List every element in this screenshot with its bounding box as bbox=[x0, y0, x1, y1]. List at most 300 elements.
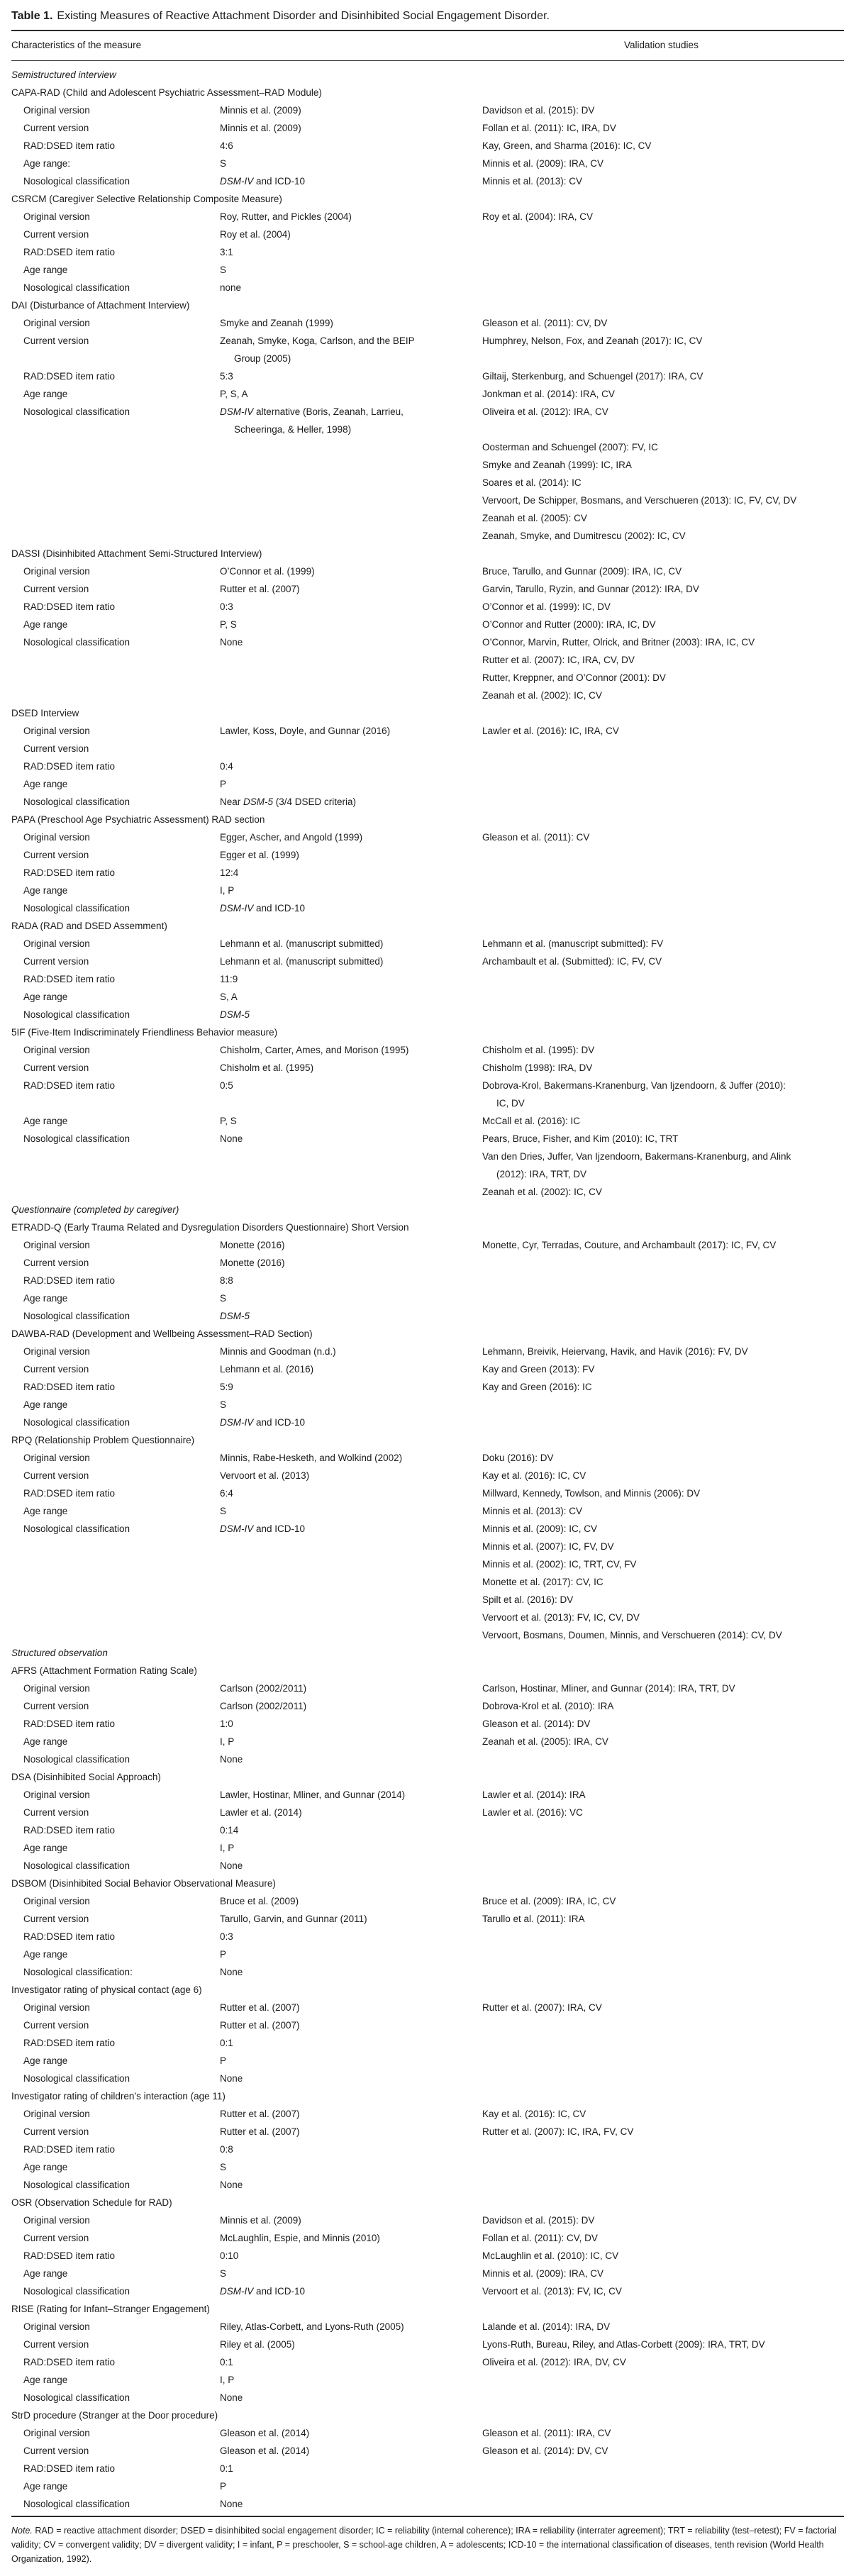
table-row bbox=[11, 1130, 844, 1148]
measure-name bbox=[11, 1875, 844, 1892]
row-validation: Doku (2016): DV bbox=[482, 1453, 554, 1463]
table-row bbox=[11, 598, 844, 616]
row-value: 3:1 bbox=[220, 247, 233, 257]
row-value: Tarullo, Garvin, and Gunnar (2011) bbox=[220, 1914, 367, 1924]
row-label: Original version bbox=[23, 1896, 90, 1906]
row-value: P bbox=[220, 2055, 227, 2066]
table-row bbox=[11, 1538, 844, 1555]
row-label: Current version bbox=[23, 1062, 89, 1073]
row-value: DSM-5 bbox=[220, 1009, 250, 1020]
row-value: 6:4 bbox=[220, 1488, 233, 1499]
table-row bbox=[11, 1183, 844, 1201]
table-row bbox=[11, 2442, 844, 2460]
row-value: Rutter et al. (2007) bbox=[220, 584, 300, 594]
row-validation: Lehmann, Breivik, Heiervang, Havik, and Havik (2016): FV, DV bbox=[482, 1346, 748, 1357]
table-row bbox=[11, 2282, 844, 2300]
row-value: DSM-IV and ICD-10 bbox=[220, 176, 306, 187]
table-row bbox=[11, 101, 844, 119]
row-value: 0:5 bbox=[220, 1080, 233, 1091]
row-label: Age range bbox=[23, 1399, 68, 1410]
row-value: DSM-IV alternative (Boris, Zeanah, Larrieu, bbox=[220, 406, 404, 417]
row-label: Age range bbox=[23, 1116, 68, 1126]
row-value: 4:6 bbox=[220, 140, 233, 151]
row-validation: Davidson et al. (2015): DV bbox=[482, 2215, 595, 2226]
table-row bbox=[11, 1343, 844, 1360]
row-label: Original version bbox=[23, 1789, 90, 1800]
row-label: Original version bbox=[23, 2321, 90, 2332]
row-label: Original version bbox=[23, 2215, 90, 2226]
row-label: Nosological classification bbox=[23, 2073, 130, 2084]
row-label: Age range bbox=[23, 265, 68, 275]
table-row bbox=[11, 616, 844, 633]
row-continuation bbox=[11, 1165, 844, 1183]
table-row bbox=[11, 935, 844, 953]
row-value: None bbox=[220, 2073, 243, 2084]
row-validation: Davidson et al. (2015): DV bbox=[482, 105, 595, 116]
table-row bbox=[11, 2229, 844, 2247]
measure-name bbox=[11, 190, 844, 208]
row-value: I, P bbox=[220, 885, 235, 896]
table-row bbox=[11, 1272, 844, 1289]
table-row bbox=[11, 882, 844, 899]
column-header-characteristics: Characteristics of the measure bbox=[11, 40, 142, 50]
row-value: Chisholm, Carter, Ames, and Morison (1995) bbox=[220, 1045, 409, 1055]
row-label: Current version bbox=[23, 1470, 89, 1481]
table-row bbox=[11, 509, 844, 527]
table-row bbox=[11, 2123, 844, 2141]
row-title: CAPA-RAD (Child and Adolescent Psychiatric Assessment–RAD Module) bbox=[11, 87, 322, 98]
row-validation: Vervoort et al. (2013): FV, IC, CV bbox=[482, 2286, 622, 2297]
table-row bbox=[11, 527, 844, 545]
measure-name bbox=[11, 917, 844, 935]
row-title: DASSI (Disinhibited Attachment Semi-Structured Interview) bbox=[11, 548, 262, 559]
table-row bbox=[11, 1555, 844, 1573]
table-row bbox=[11, 2158, 844, 2176]
row-label: Current version bbox=[23, 1807, 89, 1818]
row-value: Rutter et al. (2007) bbox=[220, 2020, 300, 2031]
row-label: RAD:DSED item ratio bbox=[23, 1488, 116, 1499]
table-row bbox=[11, 687, 844, 704]
table-title bbox=[11, 9, 844, 23]
table-row bbox=[11, 1414, 844, 1431]
row-value: I, P bbox=[220, 1736, 235, 1747]
row-value: 0:4 bbox=[220, 761, 233, 772]
row-validation: Minnis et al. (2009): IC, CV bbox=[482, 1523, 598, 1534]
row-value: 11:9 bbox=[220, 974, 238, 984]
table-row bbox=[11, 828, 844, 846]
row-validation: O’Connor, Marvin, Rutter, Olrick, and Britner (2003): IRA, IC, CV bbox=[482, 637, 755, 648]
table-row bbox=[11, 970, 844, 988]
row-label: Nosological classification bbox=[23, 1523, 130, 1534]
row-title: RISE (Rating for Infant–Stranger Engagement) bbox=[11, 2304, 210, 2314]
row-label: Original version bbox=[23, 318, 90, 328]
section-header bbox=[11, 1201, 844, 1218]
row-value: Minnis et al. (2009) bbox=[220, 105, 301, 116]
table-row bbox=[11, 1077, 844, 1094]
row-value: Gleason et al. (2014) bbox=[220, 2428, 310, 2438]
table-row bbox=[11, 2353, 844, 2371]
row-validation: Chisholm (1998): IRA, DV bbox=[482, 1062, 593, 1073]
row-label: Original version bbox=[23, 726, 90, 736]
row-label: RAD:DSED item ratio bbox=[23, 1080, 116, 1091]
table-row bbox=[11, 1059, 844, 1077]
row-label: Age range bbox=[23, 1293, 68, 1304]
row-value: Egger et al. (1999) bbox=[220, 850, 299, 860]
row-label: Current version bbox=[23, 2339, 89, 2350]
table-row bbox=[11, 1839, 844, 1857]
table-row bbox=[11, 492, 844, 509]
row-label: Original version bbox=[23, 2428, 90, 2438]
row-label: Age range bbox=[23, 1949, 68, 1960]
row-label: Current version bbox=[23, 1701, 89, 1711]
row-title: DSBOM (Disinhibited Social Behavior Observational Measure) bbox=[11, 1878, 276, 1889]
row-validation: Rutter et al. (2007): IC, IRA, FV, CV bbox=[482, 2126, 634, 2137]
row-validation: Bruce et al. (2009): IRA, IC, CV bbox=[482, 1896, 616, 1906]
table-row bbox=[11, 1928, 844, 1945]
measure-name bbox=[11, 1218, 844, 1236]
row-value: Rutter et al. (2007) bbox=[220, 2002, 300, 2013]
row-validation: Gleason et al. (2011): IRA, CV bbox=[482, 2428, 611, 2438]
table-row bbox=[11, 2052, 844, 2070]
row-label: Age range bbox=[23, 2268, 68, 2279]
row-value: S bbox=[220, 1506, 227, 1516]
row-validation: Kay, Green, and Sharma (2016): IC, CV bbox=[482, 140, 652, 151]
row-label: Current version bbox=[23, 229, 89, 240]
row-label: RAD:DSED item ratio bbox=[23, 1931, 116, 1942]
row-value: Bruce et al. (2009) bbox=[220, 1896, 299, 1906]
row-label: Age range: bbox=[23, 158, 71, 169]
row-value: Minnis et al. (2009) bbox=[220, 123, 301, 133]
row-label: Original version bbox=[23, 566, 90, 577]
row-value: Near DSM-5 (3/4 DSED criteria) bbox=[220, 796, 357, 807]
table-row bbox=[11, 314, 844, 332]
row-value: DSM-IV and ICD-10 bbox=[220, 1523, 306, 1534]
row-validation: Lalande et al. (2014): IRA, DV bbox=[482, 2321, 611, 2332]
row-value: None bbox=[220, 2499, 243, 2509]
row-label: Current version bbox=[23, 1914, 89, 1924]
table-row bbox=[11, 1626, 844, 1644]
table-row bbox=[11, 1520, 844, 1538]
row-label: Age range bbox=[23, 2055, 68, 2066]
row-value: 0:10 bbox=[220, 2250, 239, 2261]
table-row bbox=[11, 1396, 844, 1414]
row-value: Riley, Atlas-Corbett, and Lyons-Ruth (2005) bbox=[220, 2321, 404, 2332]
row-label: Age range bbox=[23, 619, 68, 630]
table-caption: Existing Measures of Reactive Attachment Disorder and Disinhibited Social Engagement Disorder. bbox=[57, 10, 550, 22]
row-label: Original version bbox=[23, 1683, 90, 1694]
row-validation: Oosterman and Schuengel (2007): FV, IC bbox=[482, 442, 658, 453]
row-validation: Zeanah, Smyke, and Dumitrescu (2002): IC, CV bbox=[482, 531, 686, 541]
row-validation: Jonkman et al. (2014): IRA, CV bbox=[482, 389, 615, 399]
table-row bbox=[11, 1963, 844, 1981]
row-validation: Pears, Bruce, Fisher, and Kim (2010): IC, TRT bbox=[482, 1133, 679, 1144]
row-label: Current version bbox=[23, 335, 89, 346]
table-row bbox=[11, 2070, 844, 2087]
row-value: Vervoort et al. (2013) bbox=[220, 1470, 310, 1481]
row-label: Original version bbox=[23, 2109, 90, 2119]
row-label: RAD:DSED item ratio bbox=[23, 2144, 116, 2155]
table-row bbox=[11, 1378, 844, 1396]
table-row bbox=[11, 669, 844, 687]
row-validation: Rutter et al. (2007): IRA, CV bbox=[482, 2002, 602, 2013]
row-label: Age range bbox=[23, 1506, 68, 1516]
row-validation: Zeanah et al. (2005): IRA, CV bbox=[482, 1736, 608, 1747]
row-validation: IC, DV bbox=[496, 1098, 525, 1109]
table-row bbox=[11, 2318, 844, 2336]
table-row bbox=[11, 226, 844, 243]
row-label: RAD:DSED item ratio bbox=[23, 974, 116, 984]
row-value: 0:3 bbox=[220, 1931, 233, 1942]
row-value: Lawler, Hostinar, Mliner, and Gunnar (2014) bbox=[220, 1789, 406, 1800]
row-validation: Zeanah et al. (2005): CV bbox=[482, 513, 587, 523]
table-row bbox=[11, 1573, 844, 1591]
table-row bbox=[11, 1857, 844, 1875]
row-validation: Zeanah et al. (2002): IC, CV bbox=[482, 690, 602, 701]
row-label: Current version bbox=[23, 1258, 89, 1268]
table-row bbox=[11, 775, 844, 793]
row-label: Original version bbox=[23, 211, 90, 222]
table-row bbox=[11, 562, 844, 580]
row-value: 12:4 bbox=[220, 867, 239, 878]
row-validation: Garvin, Tarullo, Ryzin, and Gunnar (2012): IRA, DV bbox=[482, 584, 699, 594]
row-label: RAD:DSED item ratio bbox=[23, 1382, 116, 1392]
measure-name bbox=[11, 2300, 844, 2318]
row-value: None bbox=[220, 2180, 243, 2190]
row-value: I, P bbox=[220, 2375, 235, 2385]
row-validation: Soares et al. (2014): IC bbox=[482, 477, 582, 488]
table-row bbox=[11, 2424, 844, 2442]
measure-name bbox=[11, 1981, 844, 1999]
row-value: S bbox=[220, 265, 227, 275]
row-label: Nosological classification bbox=[23, 2499, 130, 2509]
table-row bbox=[11, 2016, 844, 2034]
table-row bbox=[11, 864, 844, 882]
row-label: Original version bbox=[23, 2002, 90, 2013]
table-row bbox=[11, 1449, 844, 1467]
row-validation: Minnis et al. (2009): IRA, CV bbox=[482, 158, 604, 169]
table-row bbox=[11, 332, 844, 350]
row-title: DSA (Disinhibited Social Approach) bbox=[11, 1772, 161, 1782]
row-validation: Oliveira et al. (2012): IRA, DV, CV bbox=[482, 2357, 626, 2367]
table-row bbox=[11, 1999, 844, 2016]
row-label: RAD:DSED item ratio bbox=[23, 1275, 116, 1286]
row-value: Roy et al. (2004) bbox=[220, 229, 291, 240]
row-value: None bbox=[220, 1754, 243, 1765]
measure-name bbox=[11, 1023, 844, 1041]
table-row bbox=[11, 474, 844, 492]
row-value: None bbox=[220, 637, 243, 648]
table-row bbox=[11, 1148, 844, 1165]
row-title: DAI (Disturbance of Attachment Interview) bbox=[11, 300, 190, 311]
row-continuation bbox=[11, 421, 844, 438]
row-label: Original version bbox=[23, 105, 90, 116]
row-validation: Kay and Green (2016): IC bbox=[482, 1382, 592, 1392]
column-header-validation: Validation studies bbox=[624, 40, 699, 50]
table-row bbox=[11, 1821, 844, 1839]
row-validation: Vervoort, De Schipper, Bosmans, and Verschueren (2013): IC, FV, CV, DV bbox=[482, 495, 797, 506]
table-row bbox=[11, 1236, 844, 1254]
row-title: RADA (RAD and DSED Assemment) bbox=[11, 921, 167, 931]
row-label: Nosological classification bbox=[23, 1754, 130, 1765]
row-value: none bbox=[220, 282, 242, 293]
row-value: Lehmann et al. (2016) bbox=[220, 1364, 314, 1375]
note-text: RAD = reactive attachment disorder; DSED = disinhibited social engagement disorder; IC = reliability (internal coherence); IRA = reliability (interrater agreement); TRT = reliability (test–retest); FV = factorial validity; CV = convergent validity; DV = divergent validity; I = infant, P = preschooler, S = school-age children, A = adolescents; ICD-10 = the international classification of diseases, tenth revision (World Health Organization, 1992). bbox=[11, 2526, 837, 2564]
row-validation: Humphrey, Nelson, Fox, and Zeanah (2017): IC, CV bbox=[482, 335, 703, 346]
row-label: Nosological classification bbox=[23, 1860, 130, 1871]
table-row bbox=[11, 155, 844, 172]
row-value: Lehmann et al. (manuscript submitted) bbox=[220, 938, 384, 949]
table-row bbox=[11, 1750, 844, 1768]
table-row bbox=[11, 1591, 844, 1609]
row-value: DSM-IV and ICD-10 bbox=[220, 1417, 306, 1428]
note-label: Note. bbox=[11, 2526, 33, 2536]
row-validation: Follan et al. (2011): CV, DV bbox=[482, 2233, 598, 2243]
table-row bbox=[11, 1680, 844, 1697]
table-row bbox=[11, 1360, 844, 1378]
row-title: OSR (Observation Schedule for RAD) bbox=[11, 2197, 172, 2208]
table-row bbox=[11, 367, 844, 385]
row-validation: Lehmann et al. (manuscript submitted): FV bbox=[482, 938, 664, 949]
row-validation: McCall et al. (2016): IC bbox=[482, 1116, 581, 1126]
row-value: Scheeringa, & Heller, 1998) bbox=[234, 424, 352, 435]
row-value: None bbox=[220, 2392, 243, 2403]
row-label: Nosological classification bbox=[23, 1009, 130, 1020]
measure-name bbox=[11, 704, 844, 722]
table-row bbox=[11, 988, 844, 1006]
table-row bbox=[11, 1484, 844, 1502]
table-row bbox=[11, 2336, 844, 2353]
table-row bbox=[11, 1609, 844, 1626]
row-value: 0:8 bbox=[220, 2144, 233, 2155]
table-row bbox=[11, 2371, 844, 2389]
column-header-row bbox=[11, 31, 844, 60]
row-label: Nosological classification bbox=[23, 903, 130, 914]
row-value: Chisholm et al. (1995) bbox=[220, 1062, 314, 1073]
row-label: Original version bbox=[23, 938, 90, 949]
row-value: P bbox=[220, 1949, 227, 1960]
row-validation: Gleason et al. (2011): CV, DV bbox=[482, 318, 608, 328]
row-value: P, S bbox=[220, 1116, 237, 1126]
table-row bbox=[11, 757, 844, 775]
row-label: RAD:DSED item ratio bbox=[23, 601, 116, 612]
row-label: Current version bbox=[23, 123, 89, 133]
row-title: StrD procedure (Stranger at the Door procedure) bbox=[11, 2410, 218, 2421]
table-row bbox=[11, 403, 844, 421]
row-value: Monette (2016) bbox=[220, 1258, 285, 1268]
row-label: Current version bbox=[23, 956, 89, 967]
measure-name bbox=[11, 84, 844, 101]
row-value: Group (2005) bbox=[234, 353, 291, 364]
row-value: None bbox=[220, 1860, 243, 1871]
measure-name bbox=[11, 1325, 844, 1343]
row-value: 8:8 bbox=[220, 1275, 233, 1286]
row-validation: Millward, Kennedy, Towlson, and Minnis (2006): DV bbox=[482, 1488, 701, 1499]
row-label: Nosological classification bbox=[23, 282, 130, 293]
row-value: S bbox=[220, 2162, 227, 2172]
row-label: Current version bbox=[23, 2126, 89, 2137]
row-validation: Carlson, Hostinar, Mliner, and Gunnar (2014): IRA, TRT, DV bbox=[482, 1683, 735, 1694]
table-row bbox=[11, 633, 844, 651]
table-row bbox=[11, 722, 844, 740]
row-validation: Rutter et al. (2007): IC, IRA, CV, DV bbox=[482, 655, 635, 665]
row-value: Riley et al. (2005) bbox=[220, 2339, 295, 2350]
row-title: Structured observation bbox=[11, 1648, 108, 1658]
row-value: Roy, Rutter, and Pickles (2004) bbox=[220, 211, 352, 222]
row-value: 5:3 bbox=[220, 371, 233, 382]
table-row bbox=[11, 172, 844, 190]
row-validation: Monette, Cyr, Terradas, Couture, and Archambault (2017): IC, FV, CV bbox=[482, 1240, 777, 1250]
table-row bbox=[11, 1289, 844, 1307]
table-row bbox=[11, 2141, 844, 2158]
row-label: Nosological classification bbox=[23, 1133, 130, 1144]
row-validation: (2012): IRA, TRT, DV bbox=[496, 1169, 587, 1179]
table-row bbox=[11, 2247, 844, 2265]
row-value: Lawler et al. (2014) bbox=[220, 1807, 302, 1818]
row-validation: Smyke and Zeanah (1999): IC, IRA bbox=[482, 460, 632, 470]
row-value: P bbox=[220, 779, 227, 789]
measure-name bbox=[11, 1662, 844, 1680]
row-label: Age range bbox=[23, 1736, 68, 1747]
table-row bbox=[11, 1254, 844, 1272]
table-row bbox=[11, 261, 844, 279]
row-title: PAPA (Preschool Age Psychiatric Assessment) RAD section bbox=[11, 814, 265, 825]
row-value: None bbox=[220, 1967, 243, 1977]
row-label: Original version bbox=[23, 1045, 90, 1055]
table-row bbox=[11, 438, 844, 456]
row-value: None bbox=[220, 1133, 243, 1144]
row-title: Semistructured interview bbox=[11, 70, 116, 80]
row-validation: Zeanah et al. (2002): IC, CV bbox=[482, 1187, 602, 1197]
table-row bbox=[11, 2495, 844, 2513]
measure-name bbox=[11, 296, 844, 314]
row-label: RAD:DSED item ratio bbox=[23, 2250, 116, 2261]
row-label: Current version bbox=[23, 850, 89, 860]
row-label: Age range bbox=[23, 2481, 68, 2492]
table-number: Table 1. bbox=[11, 10, 53, 22]
row-label: Current version bbox=[23, 584, 89, 594]
row-label: Nosological classification bbox=[23, 637, 130, 648]
row-label: RAD:DSED item ratio bbox=[23, 2463, 116, 2474]
row-label: RAD:DSED item ratio bbox=[23, 2038, 116, 2048]
row-validation: Kay and Green (2013): FV bbox=[482, 1364, 595, 1375]
row-value: Minnis, Rabe-Hesketh, and Wolkind (2002) bbox=[220, 1453, 403, 1463]
table-row bbox=[11, 740, 844, 757]
row-value: P, S, A bbox=[220, 389, 248, 399]
row-continuation bbox=[11, 1094, 844, 1112]
row-title: Questionnaire (completed by caregiver) bbox=[11, 1204, 179, 1215]
row-validation: Minnis et al. (2009): IRA, CV bbox=[482, 2268, 604, 2279]
row-validation: Spilt et al. (2016): DV bbox=[482, 1594, 574, 1605]
row-title: CSRCM (Caregiver Selective Relationship Composite Measure) bbox=[11, 194, 282, 204]
row-value: Smyke and Zeanah (1999) bbox=[220, 318, 333, 328]
row-validation: Follan et al. (2011): IC, IRA, DV bbox=[482, 123, 616, 133]
row-label: Current version bbox=[23, 743, 89, 754]
row-validation: Minnis et al. (2002): IC, TRT, CV, FV bbox=[482, 1559, 637, 1570]
measure-name bbox=[11, 545, 844, 562]
row-value: DSM-5 bbox=[220, 1311, 250, 1321]
row-title: Investigator rating of physical contact (age 6) bbox=[11, 1984, 202, 1995]
row-value: Egger, Ascher, and Angold (1999) bbox=[220, 832, 363, 843]
row-validation: Kay et al. (2016): IC, CV bbox=[482, 1470, 586, 1481]
row-value: 1:0 bbox=[220, 1719, 233, 1729]
section-header bbox=[11, 1644, 844, 1662]
measure-name bbox=[11, 2406, 844, 2424]
row-validation: Rutter, Kreppner, and O’Connor (2001): DV bbox=[482, 672, 666, 683]
table-row bbox=[11, 1786, 844, 1804]
table-row bbox=[11, 651, 844, 669]
row-label: Age range bbox=[23, 389, 68, 399]
table-row bbox=[11, 208, 844, 226]
